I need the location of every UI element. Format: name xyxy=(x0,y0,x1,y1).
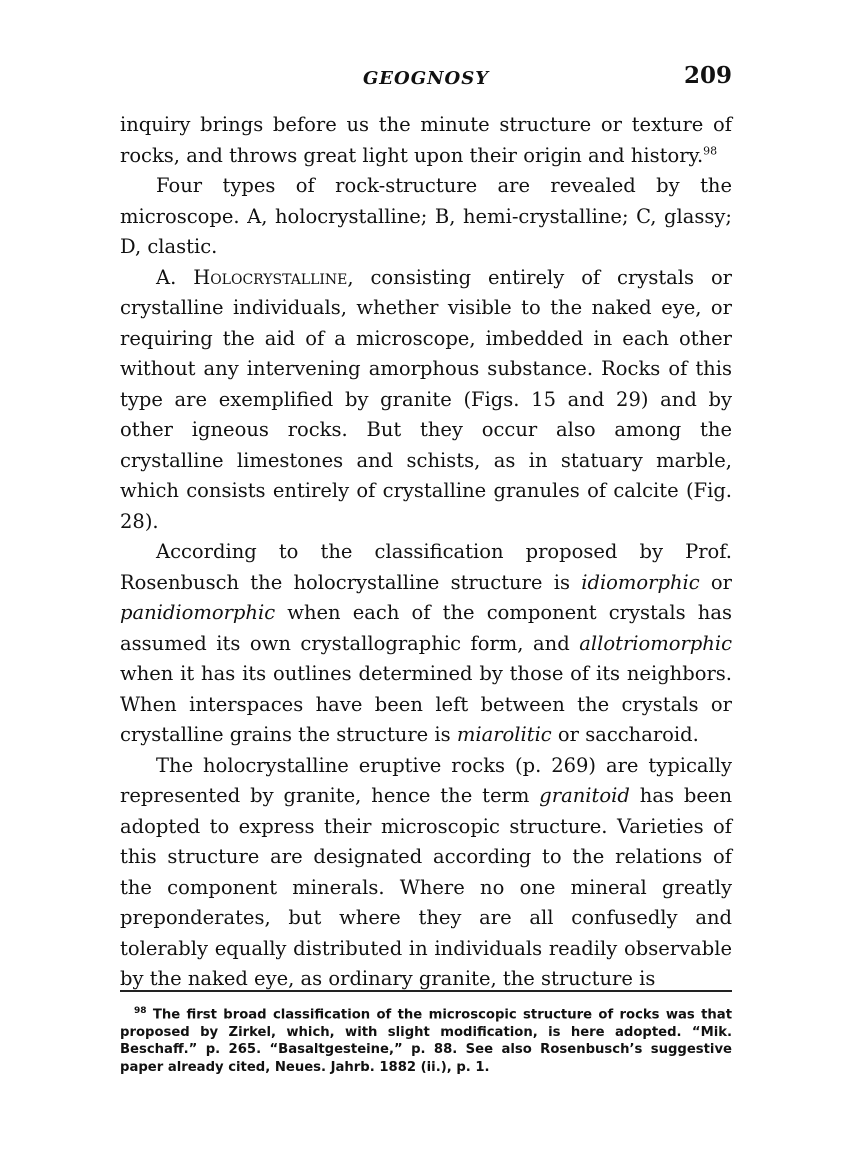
italic-term: granitoid xyxy=(539,784,630,807)
running-head: GEOGNOSY xyxy=(362,68,490,89)
paragraph-rock-structure-types: Four types of rock-structure are revealed by the microscope. A, holocrystalline; B, hemi-crystalline; C, glassy; D, clastic. xyxy=(120,174,732,258)
paragraph-text: or xyxy=(699,570,732,594)
paragraph-granitoid xyxy=(120,751,732,995)
paragraph-text: or saccharoid. xyxy=(551,723,699,746)
paragraph-continuation xyxy=(120,110,732,171)
page-number: 209 xyxy=(683,62,732,89)
paragraph-text: when each of the component crystals has assumed its own crystallographic form, and xyxy=(120,601,732,655)
footnote xyxy=(120,1003,732,1076)
section-term: Holocrystalline xyxy=(193,265,348,289)
paragraph-text: , consisting entirely of crystals or crystalline individuals, whether visible to the naked eye, or requiring the aid of a microscope, imbedded in each other without any intervening amorphous substance. Rocks of this type are exemplified by granite (Figs. 15 and 29) and by other igneous rocks. But they occur also among the crystalline limestones and schists, as in statuary marble, which consists entirely of crystalline granules of calcite (Fig. 28). xyxy=(120,265,733,533)
paragraph-text: The holocrystalline eruptive rocks (p. 269) are typically represented by granite, hence the term xyxy=(120,753,732,807)
body-text xyxy=(120,110,732,995)
paragraph-holocrystalline xyxy=(120,263,732,538)
italic-term: allotriomorphic xyxy=(579,631,732,655)
paragraph-text: inquiry brings before us the minute structure or texture of rocks, and throws great light upon their origin and history. xyxy=(120,113,732,167)
italic-term: idiomorphic xyxy=(581,570,700,594)
paragraph-text: According to the classification proposed by Prof. Rosenbusch the holocrystalline structure is xyxy=(120,540,732,594)
footnote-text: The first broad classification of the microscopic structure of rocks was that proposed by Zirkel, which, with slight modification, is here adopted. “Mik. Beschaff.” p. 265. “Basaltgesteine,” p. 88. See also Rosenbusch’s suggestive paper already cited, Neues. Jahrb. 1882 (ii.), p. 1. xyxy=(120,1007,732,1075)
section-label: A. xyxy=(156,265,194,289)
italic-term: panidiomorphic xyxy=(120,601,276,624)
italic-term: miarolitic xyxy=(456,723,552,746)
paragraph-text: when it has its outlines determined by those of its neighbors. When interspaces have been left between the crystals or crystalline grains the structure is xyxy=(120,662,732,746)
footnote-marker: 98 xyxy=(134,1006,147,1016)
page-header xyxy=(120,62,732,92)
paragraph-rosenbusch-classification xyxy=(120,537,732,751)
paragraph-text: has been adopted to express their microscopic structure. Varieties of this structure are designated according to the relations of the component minerals. Where no one mineral greatly preponderates, but where they are all confusedly and tolerably equally distributed in individuals readily observable by the naked eye, as ordinary granite, the structure is xyxy=(120,784,732,990)
footnote-reference: 98 xyxy=(703,144,718,157)
footnote-divider xyxy=(120,990,732,992)
